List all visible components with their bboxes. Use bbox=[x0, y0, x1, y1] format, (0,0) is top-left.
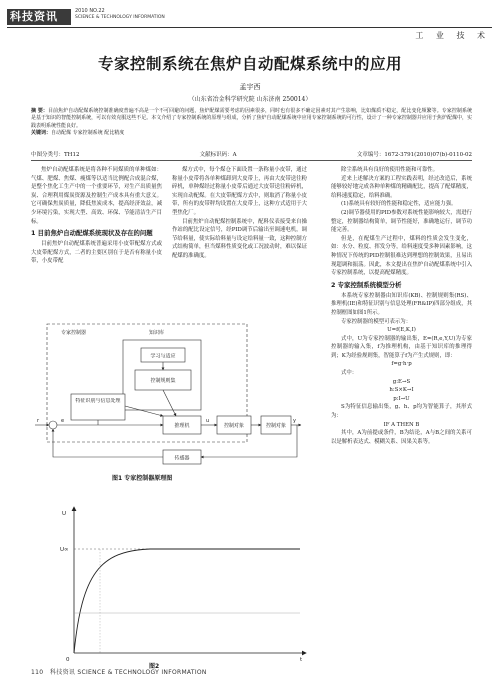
article-meta-row bbox=[31, 150, 472, 158]
equation-2: f=g·h·p bbox=[391, 361, 412, 368]
summing-junction bbox=[49, 421, 57, 429]
control-rules-label: 控制规则集 bbox=[150, 378, 176, 384]
figure-2-caption: 图2 bbox=[149, 663, 160, 670]
signal-u: u bbox=[206, 418, 210, 424]
keywords-label: 关键词： bbox=[31, 130, 52, 137]
section-1-paragraph: 目前焦炉自动配煤系统普遍采用小皮带配煤方式或大皮带配煤方式，二者的主要区别在于是否有称量小皮带，小皮带配 bbox=[31, 241, 162, 265]
col3-paragraph-9: 式中： bbox=[341, 370, 358, 377]
col2-paragraph-2: 目前焦炉自动配煤控制系统中，配料仪表接受来自操作站的配比设定信号，经PID调节后输出至调速电机，调节给料量，使实际给料量与设定给料量一致，这种控制方式结构简单，但当煤料性质变化或工况波动时，难以保证配煤的准确度。 bbox=[172, 218, 307, 259]
body-column-2 bbox=[172, 166, 307, 261]
figure-1-svg bbox=[31, 318, 303, 470]
origin-label: 0 bbox=[66, 657, 70, 663]
page-footer bbox=[31, 667, 207, 676]
plant-label: 控制对象 bbox=[223, 423, 245, 429]
col3-paragraph-4: (2)调节器使用的PID参数对系统性能影响较大，需进行整定，控制器结构简单，调节性能好，准确地运行，调节功能完善。 bbox=[331, 209, 472, 234]
author-affiliation: （山东省冶金科学研究院 山东济南 250014） bbox=[188, 96, 312, 103]
figure-1-caption: 图1 专家控制器原理图 bbox=[112, 475, 173, 482]
keywords-text: 自动配煤 专家控制系统 配比精度 bbox=[51, 130, 125, 137]
figure-2-svg bbox=[60, 503, 312, 663]
col3-paragraph-11: 其中，A为前提或条件，B为结论，A与B之间的关系可以是解析表达式、模糊关系、因果关系等。 bbox=[331, 430, 472, 445]
feature-label: 特征识别与信息处理 bbox=[75, 398, 121, 404]
article-author: 孟宇西 bbox=[239, 83, 261, 91]
article-title: 专家控制系统在焦炉自动配煤系统中的应用 bbox=[97, 55, 402, 73]
document-code: 文献标识码：A bbox=[199, 152, 237, 158]
x-axis-label: t bbox=[300, 657, 303, 663]
col3-paragraph-10: S为特征信息输出集，g、h、p均为智能算子，其形式为： bbox=[331, 404, 472, 420]
intro-paragraph: 焦炉自动配煤系统是将各种不同煤质的单种煤如：气煤、肥煤、焦煤、瘦煤等以适当比例配合成混合煤，是整个焦化工生产中的一个重要环节，对生产出质量焦炭、合理利用煤炭资源及控制生产成本具有重大意义。它可确保焦炭质量，降低焦炭成本，提高经济效益，减少环境污染，实现大型、高效、环保、节能清洁生产目标。 bbox=[31, 167, 162, 225]
response-curve bbox=[74, 549, 300, 653]
journal-english-name: SCIENCE & TECHNOLOGY INFORMATION bbox=[75, 15, 165, 20]
u-infinity-label: U∞ bbox=[60, 547, 69, 553]
issue-line: 2010 NO.22 bbox=[75, 8, 105, 14]
col3-paragraph-6: 本系统专家控制器由知识库(KB)、控制规则集(RS)、推理机(IE)和特征识别与信息处理(FR&IP)四部分组成，其控制框图如图1所示。 bbox=[331, 292, 472, 316]
abstract-text: 目前焦炉自动配煤系统控制准确度普遍不高是一个不可回避的问题，焦炉配煤需要考虑的因素很多，同时也有很多不确定因素对其产生影响，比如煤质不稳定，配比变化频繁等。专家控制系统是基于知识的智能控制系统，可以有效克服这些不足。本文介绍了专家控制系统的原理与组成，分析了焦炉自动配煤系统中应用专家控制系统的可行性，设计了一种专家控制器并应用于焦炉配煤中，实践表明系统性能良好。 bbox=[31, 108, 472, 129]
sensor-label: 传感器 bbox=[174, 455, 190, 462]
equation-5: p:I→U bbox=[393, 395, 410, 402]
figure-1-block-diagram bbox=[31, 318, 303, 470]
col3-paragraph-2: 近来上述解决方案的工程实践表明，经过改造后，系统能够较好地完成各种单种煤的精确配比，提高了配煤精度，给料速度稳定，给料准确。 bbox=[331, 175, 472, 199]
col2-paragraph-1: 煤方式中，每个煤仓下面设置一条称量小皮带，通过称量小皮带将各单种煤卸到大皮带上，再由大皮带送往粉碎机，单种煤经过称量小皮带后通过大皮带送往粉碎机，实现自动配煤。在大皮带配煤方式中，则取消了称量小皮带，所有的皮带秤均设置在大皮带上，这种方式适用于大型焦化厂。 bbox=[172, 167, 307, 216]
col3-paragraph-3: (1)系统具有较好的性能和稳定性，适应能力强。 bbox=[341, 201, 457, 208]
equation-6: IF A THEN B bbox=[383, 421, 420, 428]
learning-label: 学习与适应 bbox=[150, 353, 176, 360]
page-header bbox=[7, 3, 492, 40]
clc-number: 中图分类号：TH12 bbox=[31, 152, 80, 158]
section-heading-2: 2 专家控制系统模型分析 bbox=[331, 280, 402, 289]
section-heading-1: 1 目前焦炉自动配煤系统现状及存在的问题 bbox=[31, 229, 153, 238]
figure-2-response-plot bbox=[60, 503, 312, 663]
journal-brand: 科技资讯 bbox=[7, 9, 71, 25]
signal-r: r bbox=[37, 418, 40, 424]
plant-output-label: 控制对象 bbox=[265, 423, 287, 429]
col3-paragraph-7: 专家控制器的模型可表示为： bbox=[341, 318, 412, 325]
equation-4: h:S×K→I bbox=[389, 387, 414, 394]
expert-controller-label: 专家控制器 bbox=[61, 330, 87, 336]
body-column-3 bbox=[331, 166, 472, 446]
col3-paragraph-8: 式中，U为专家控制器的输出集，E=(R,e,Y,U)为专家控制器的输入集，f为推理机构，由基于知识库的推理得到；K为经验规则集，智能算子f为产生式规则，即： bbox=[331, 335, 472, 359]
page-number: 110 bbox=[31, 669, 44, 676]
header-rule bbox=[7, 27, 492, 28]
equation-1: U=f(E,K,I) bbox=[387, 327, 416, 334]
signal-y: y bbox=[293, 418, 296, 424]
equation-3: g:E→S bbox=[392, 378, 411, 385]
abstract-label: 摘 要： bbox=[31, 108, 48, 114]
abstract bbox=[31, 108, 472, 138]
col3-paragraph-1: 除尘系统具有良好的使用性能和可靠性。 bbox=[341, 167, 439, 173]
article-number: 文章编号：1672-3791(2010)07(b)-0110-02 bbox=[356, 152, 472, 158]
footer-journal: 科技资讯 SCIENCE & TECHNOLOGY INFORMATION bbox=[49, 669, 207, 676]
meta-divider bbox=[31, 160, 472, 161]
knowledge-base-label: 知识库 bbox=[149, 330, 165, 336]
y-axis-label: U bbox=[62, 511, 67, 517]
section-label: 工 业 技 术 bbox=[415, 31, 490, 40]
col3-paragraph-5: 但是，在配煤生产过程中，煤料的性质会发生变化，如：水分、粒度、挥发分等，给料速度受多种因素影响，这种情况下传统的PID控制很难达到理想的控制效果，且易出现超调和振荡。因此，本文提出在焦炉自动配煤系统中引入专家控制系统，以提高配煤精度。 bbox=[331, 235, 472, 277]
signal-e: e bbox=[61, 418, 65, 424]
inference-label: 推理机 bbox=[174, 423, 190, 429]
body-column-1 bbox=[31, 166, 162, 266]
